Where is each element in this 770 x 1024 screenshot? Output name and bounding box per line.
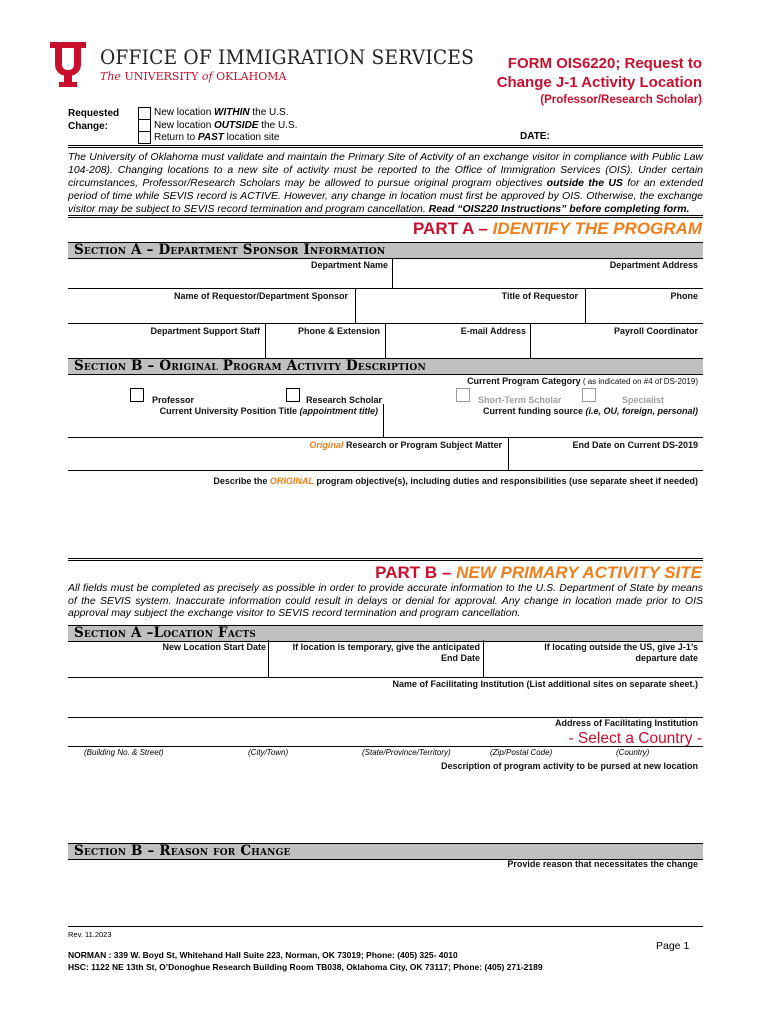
subject-matter-label: Original Research or Program Subject Matter (309, 440, 502, 450)
support-staff-label: Department Support Staff (150, 326, 260, 336)
requestor-title-input[interactable] (357, 303, 583, 321)
page-number: Page 1 (656, 940, 690, 952)
funding-source-input[interactable] (385, 418, 702, 436)
return-past-checkbox[interactable] (138, 131, 151, 144)
temp-end-date-input[interactable] (270, 664, 481, 676)
option-outside: New location OUTSIDE the U.S. (154, 119, 298, 131)
part-b-heading: PART B – NEW PRIMARY ACTIVITY SITE (375, 563, 702, 582)
requestor-name-input[interactable] (68, 303, 353, 321)
facilitating-address-label: Address of Facilitating Institution (554, 718, 698, 728)
addr-zip-hint: (Zip/Postal Code) (490, 748, 553, 757)
revision-label: Rev. 11.2023 (68, 930, 112, 939)
facilitating-name-label: Name of Facilitating Institution (List additional sites on separate sheet.) (392, 679, 698, 689)
position-title-label: Current University Position Title (appointment title) (159, 406, 378, 416)
professor-checkbox[interactable] (130, 388, 144, 402)
ou-logo (44, 38, 92, 88)
end-date-label: End Date on Current DS-2019 (572, 440, 698, 450)
form-subtitle: (Professor/Research Scholar) (540, 94, 702, 106)
reason-textarea[interactable] (68, 872, 703, 924)
facilitating-name-input[interactable] (68, 692, 703, 716)
addr-country-hint: (Country) (616, 748, 650, 757)
form-title-line1: FORM OIS6220; Request to (507, 55, 702, 72)
start-date-input[interactable] (68, 656, 266, 676)
departure-date-input[interactable] (485, 664, 702, 676)
requestor-title-label: Title of Requestor (501, 291, 578, 301)
activity-desc-textarea[interactable] (68, 775, 703, 841)
part-a-section-a-header: Section A – Department Sponsor Information (68, 242, 703, 259)
email-input[interactable] (387, 338, 528, 356)
reason-label: Provide reason that necessitates the change (507, 859, 698, 869)
dept-name-input[interactable] (68, 270, 390, 288)
address-input[interactable] (68, 730, 538, 746)
describe-original-textarea[interactable] (68, 490, 703, 556)
start-date-label: New Location Start Date (162, 642, 266, 652)
phone-ext-label: Phone & Extension (297, 326, 380, 336)
requestor-name-label: Name of Requestor/Department Sponsor (173, 291, 348, 301)
change-options (154, 107, 297, 145)
describe-original-label: Describe the ORIGINAL program objective(s), including duties and responsibilities (use separate sheet if needed) (213, 476, 698, 486)
research-scholar-checkbox[interactable] (286, 388, 300, 402)
part-a-section-b-header: Section B – Original Program Activity Description (68, 358, 703, 375)
requested-change-label: Requested Change: (68, 108, 120, 132)
outside-departure-label: If locating outside the US, give J-1’s departure date (544, 642, 698, 663)
part-b-section-b-header: Section B – Reason for Change (68, 843, 703, 860)
current-category-label: Current Program Category ( as indicated on #4 of DS-2019) (467, 376, 698, 386)
funding-source-label: Current funding source (i.e, OU, foreign, personal) (482, 406, 698, 416)
dept-address-input[interactable] (394, 270, 702, 288)
university-name: The UNIVERSITY of OKLAHOMA (100, 70, 287, 83)
date-input[interactable] (552, 128, 702, 142)
form-title-line2: Change J-1 Activity Location (496, 74, 702, 91)
payroll-label: Payroll Coordinator (613, 326, 698, 336)
date-label: DATE: (520, 131, 550, 142)
professor-label: Professor (152, 395, 195, 405)
position-title-input[interactable] (68, 418, 381, 436)
temp-end-date-label: If location is temporary, give the anticipated End Date (292, 642, 480, 663)
activity-desc-label: Description of program activity to be pursed at new location (440, 761, 698, 771)
support-staff-input[interactable] (68, 338, 263, 356)
addr-building-hint: (Building No. & Street) (84, 748, 164, 757)
subject-matter-input[interactable] (68, 452, 506, 469)
addr-city-hint: (City/Town) (248, 748, 289, 757)
ou-logo-icon (44, 38, 92, 88)
part-b-intro: All fields must be completed as precisely as possible in order to provide accurate information to the U.S. Department of State by means of the SEVIS system. Inaccurate information could result in delays or denial for approval. Any change in location made prior to OIS approval may subject the exchange visitor to SEVIS record termination and program cancellation. (68, 582, 703, 619)
phone-input[interactable] (587, 303, 702, 321)
intro-paragraph: The University of Oklahoma must validate and maintain the Primary Site of Activity of an exchange visitor in compliance with Public Law 104-208). Changing locations to a new site of activity must be reported to the Office of Immigration Services (OIS). Under certain circumstances, Professor/Research Scholars may be allowed to pursue original program objectives outside the US for an extended period of time while SEVIS record is ACTIVE. However, any change in location must first be approved by OIS. Otherwise, the exchange visitor may be subject to SEVIS record termination and program cancellation. Read “OIS220 Instructions” before completing form. (68, 151, 704, 215)
short-term-label: Short-Term Scholar (478, 395, 562, 405)
org-name: OFFICE OF IMMIGRATION SERVICES (100, 45, 475, 69)
option-within: New location WITHIN the U.S. (154, 107, 289, 118)
phone-ext-input[interactable] (267, 338, 383, 356)
option-past: Return to PAST location site (154, 132, 280, 143)
country-select[interactable]: - Select a Country - (568, 730, 702, 747)
phone-label: Phone (670, 291, 698, 301)
dept-address-label: Department Address (609, 260, 698, 270)
end-date-input[interactable] (510, 452, 702, 469)
specialist-label: Specialist (622, 395, 665, 405)
part-a-heading: PART A – IDENTIFY THE PROGRAM (412, 219, 702, 238)
research-scholar-label: Research Scholar (306, 395, 383, 405)
short-term-checkbox (456, 388, 470, 402)
hsc-address: HSC: 1122 NE 13th St, O’Donoghue Research Building Room TB038, Oklahoma City, OK 73117; Phone: (405) 271-2189 (68, 962, 543, 972)
payroll-input[interactable] (532, 338, 702, 356)
addr-state-hint: (State/Province/Territory) (362, 748, 451, 757)
norman-address: NORMAN : 339 W. Boyd St, Whitehand Hall Suite 223, Norman, OK 73019; Phone: (405) 325- 4010 (68, 950, 458, 960)
specialist-checkbox (582, 388, 596, 402)
dept-name-label: Department Name (310, 260, 388, 270)
email-label: E-mail Address (460, 326, 526, 336)
part-b-section-a-header: Section A –Location Facts (68, 625, 703, 642)
